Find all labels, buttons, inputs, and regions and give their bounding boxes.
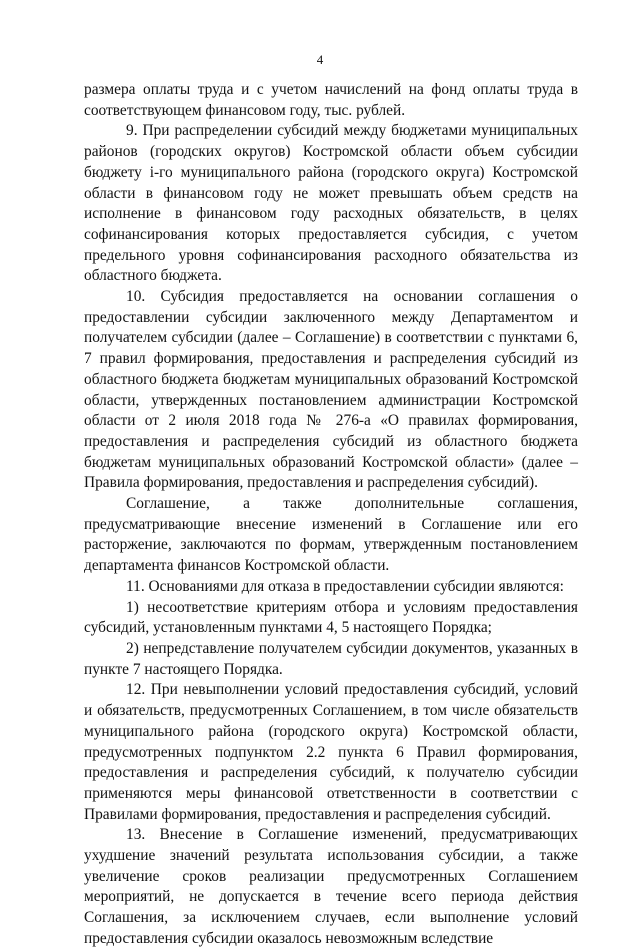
paragraph-agreement-forms: Соглашение, а также дополнительные соглашения, предусматривающие внесение изменений в Соглашение или его расторжение, заключаются по формам, утвержденным постановлением департамента финансов Костромской области. [84, 495, 578, 575]
paragraph-clause-9: 9. При распределении субсидий между бюджетами муниципальных районов (городских округов) Костромской области объем субсидии бюджету i-го муниципального района (городского округа) Костромской области в финансовом году не может превышать объем средств на исполнение в финансовом году расходных обязательств, в целях софинансирования которых предоставляется субсидия, с учетом предельного уровня софинансирования расходного обязательства из областного бюджета. [84, 122, 578, 285]
document-body [84, 80, 578, 950]
paragraph-clause-11: 11. Основаниями для отказа в предоставлении субсидии являются: [126, 577, 564, 595]
paragraph-clause-12: 12. При невыполнении условий предоставления субсидий, условий и обязательств, предусмотренных Соглашением, в том числе обязательств муниципального района (городского округа) Костромской области, предусмотренных подпунктом 2.2 пункта 6 Правил формирования, предоставления и распределения субсидий, к получателю субсидии применяются меры финансовой ответственности в соответствии с Правилами формирования, предоставления и распределения субсидий. [84, 681, 578, 823]
paragraph-clause-10: 10. Субсидия предоставляется на основании соглашения о предоставлении субсидии заключенного между Департаментом и получателем субсидии (далее – Соглашение) в соответствии с пунктами 6, 7 правил формирования, предоставления и распределения субсидий из областного бюджета бюджетам муниципальных образований Костромской области, утвержденных постановлением администрации Костромской области от 2 июля 2018 года № 276-а «О правилах формирования, предоставления и распределения субсидий из областного бюджета бюджетам муниципальных образований Костромской области» (далее – Правила формирования, предоставления и распределения субсидий). [84, 288, 578, 492]
paragraph-clause-11-item-1: 1) несоответствие критериям отбора и условиям предоставления субсидий, установленным пунктами 4, 5 настоящего Порядка; [84, 598, 578, 637]
page-number: 4 [316, 52, 324, 67]
paragraph-clause-13: 13. Внесение в Соглашение изменений, предусматривающих ухудшение значений результата использования субсидии, а также увеличение сроков реализации предусмотренных Соглашением мероприятий, не допускается в течение всего периода действия Соглашения, за исключением случаев, если выполнение условий предоставления субсидии оказалось невозможным вследствие [84, 826, 578, 947]
paragraph-clause-11-item-2: 2) непредставление получателем субсидии документов, указанных в пункте 7 настоящего Порядка. [84, 639, 578, 678]
paragraph-continuation: размера оплаты труда и с учетом начислений на фонд оплаты труда в соответствующем финансовом году, тыс. рублей. [84, 81, 578, 119]
